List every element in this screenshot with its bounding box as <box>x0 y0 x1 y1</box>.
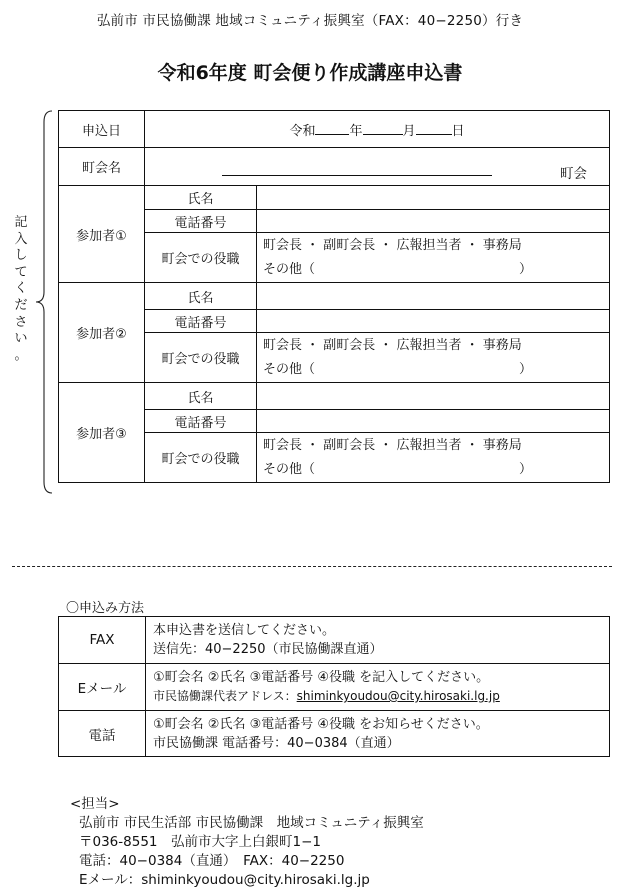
participant-1-label: 参加者① <box>59 186 145 283</box>
name-label: 氏名 <box>145 186 257 210</box>
participant-3-label: 参加者③ <box>59 383 145 483</box>
contact-email: Eメール：shiminkyoudou@city.hirosaki.lg.jp <box>79 872 370 888</box>
side-note <box>13 215 29 364</box>
role-other[interactable]: その他（ <box>263 461 316 477</box>
role-other[interactable]: その他（ <box>263 261 316 277</box>
participant-3-name-field[interactable] <box>257 383 610 410</box>
side-note-char: 入 <box>14 231 28 247</box>
destination-line: 弘前市 市民協働課 地域コミュニティ振興室（FAX：40−2250）行き <box>96 13 524 29</box>
role-other[interactable]: その他（ <box>263 361 316 377</box>
participant-3-phone-field[interactable] <box>257 410 610 433</box>
method-phone-content <box>146 711 610 757</box>
method-heading: 〇申込み方法 <box>66 601 145 616</box>
side-note-char: し <box>14 248 28 264</box>
town-suffix: 町会 <box>560 166 587 182</box>
role-label: 町会での役職 <box>145 433 257 483</box>
side-note-char: さ <box>14 314 28 330</box>
method-phone-label: 電話 <box>59 711 146 757</box>
side-note-char: 記 <box>14 215 28 230</box>
name-label: 氏名 <box>145 283 257 310</box>
method-phone-line1: ①町会名 ②氏名 ③電話番号 ④役職 をお知らせください。 <box>153 716 489 732</box>
phone-label: 電話番号 <box>145 210 257 233</box>
method-email-content <box>146 664 610 711</box>
date-day-blank[interactable] <box>416 120 452 135</box>
side-note-char: て <box>14 264 28 280</box>
application-method-table <box>58 616 610 757</box>
contact-phone-fax: 電話：40−0384（直通） FAX：40−2250 <box>79 853 345 869</box>
method-fax-line2: 送信先：40−2250（市民協働課直通） <box>153 642 383 657</box>
town-name-label: 町会名 <box>59 148 145 186</box>
role-label: 町会での役職 <box>145 233 257 283</box>
date-day-label: 日 <box>451 123 465 139</box>
role-label: 町会での役職 <box>145 333 257 383</box>
town-name-field[interactable] <box>145 148 610 186</box>
phone-label: 電話番号 <box>145 310 257 333</box>
contact-address: 〒036-8551 弘前市大字上白銀町1−1 <box>79 834 321 850</box>
date-year-label: 年 <box>349 123 363 139</box>
method-email-prefix: 市民協働課代表アドレス： <box>153 689 297 703</box>
date-month-label: 月 <box>402 123 416 139</box>
method-email-line1: ①町会名 ②氏名 ③電話番号 ④役職 を記入してください。 <box>153 670 490 685</box>
email-address-link[interactable]: shiminkyoudou@city.hirosaki.lg.jp <box>296 689 500 703</box>
participant-1-name-field[interactable] <box>257 186 610 210</box>
contact-heading: <担当> <box>70 796 120 812</box>
role-other-close: ） <box>519 461 533 477</box>
method-phone-line2: 市民協働課 電話番号：40−0384（直通） <box>153 735 400 751</box>
role-options[interactable]: 町会長 ・ 副町会長 ・ 広報担当者 ・ 事務局 <box>263 237 522 253</box>
side-note-char: く <box>14 281 28 297</box>
date-year-blank[interactable] <box>315 120 349 135</box>
method-email-label: Eメール <box>59 664 146 711</box>
apply-date-field[interactable] <box>145 111 610 148</box>
name-label: 氏名 <box>145 383 257 410</box>
phone-label: 電話番号 <box>145 410 257 433</box>
method-fax-content <box>146 617 610 664</box>
role-other-close: ） <box>519 261 533 277</box>
method-fax-line1: 本申込書を送信してください。 <box>153 623 336 638</box>
document-title: 令和6年度 町会便り作成講座申込書 <box>157 62 463 84</box>
participant-2-label: 参加者② <box>59 283 145 383</box>
cut-line-divider <box>12 566 612 567</box>
date-month-blank[interactable] <box>363 120 403 135</box>
participant-1-role-field[interactable] <box>257 233 610 283</box>
side-note-char: 。 <box>14 347 28 363</box>
curly-brace-icon <box>34 110 54 494</box>
role-options[interactable]: 町会長 ・ 副町会長 ・ 広報担当者 ・ 事務局 <box>263 337 522 353</box>
participant-2-name-field[interactable] <box>257 283 610 310</box>
application-form-table <box>58 110 610 483</box>
method-fax-label: FAX <box>59 617 146 664</box>
contact-info <box>70 795 424 890</box>
role-other-close: ） <box>519 361 533 377</box>
role-options[interactable]: 町会長 ・ 副町会長 ・ 広報担当者 ・ 事務局 <box>263 437 522 453</box>
contact-department: 弘前市 市民生活部 市民協働課 地域コミュニティ振興室 <box>79 815 424 831</box>
town-name-blank[interactable] <box>222 175 492 176</box>
participant-2-role-field[interactable] <box>257 333 610 383</box>
date-era: 令和 <box>289 123 316 139</box>
participant-2-phone-field[interactable] <box>257 310 610 333</box>
participant-1-phone-field[interactable] <box>257 210 610 233</box>
participant-3-role-field[interactable] <box>257 433 610 483</box>
apply-date-label: 申込日 <box>59 111 145 148</box>
side-note-char: だ <box>14 297 28 313</box>
side-note-char: い <box>14 331 28 347</box>
